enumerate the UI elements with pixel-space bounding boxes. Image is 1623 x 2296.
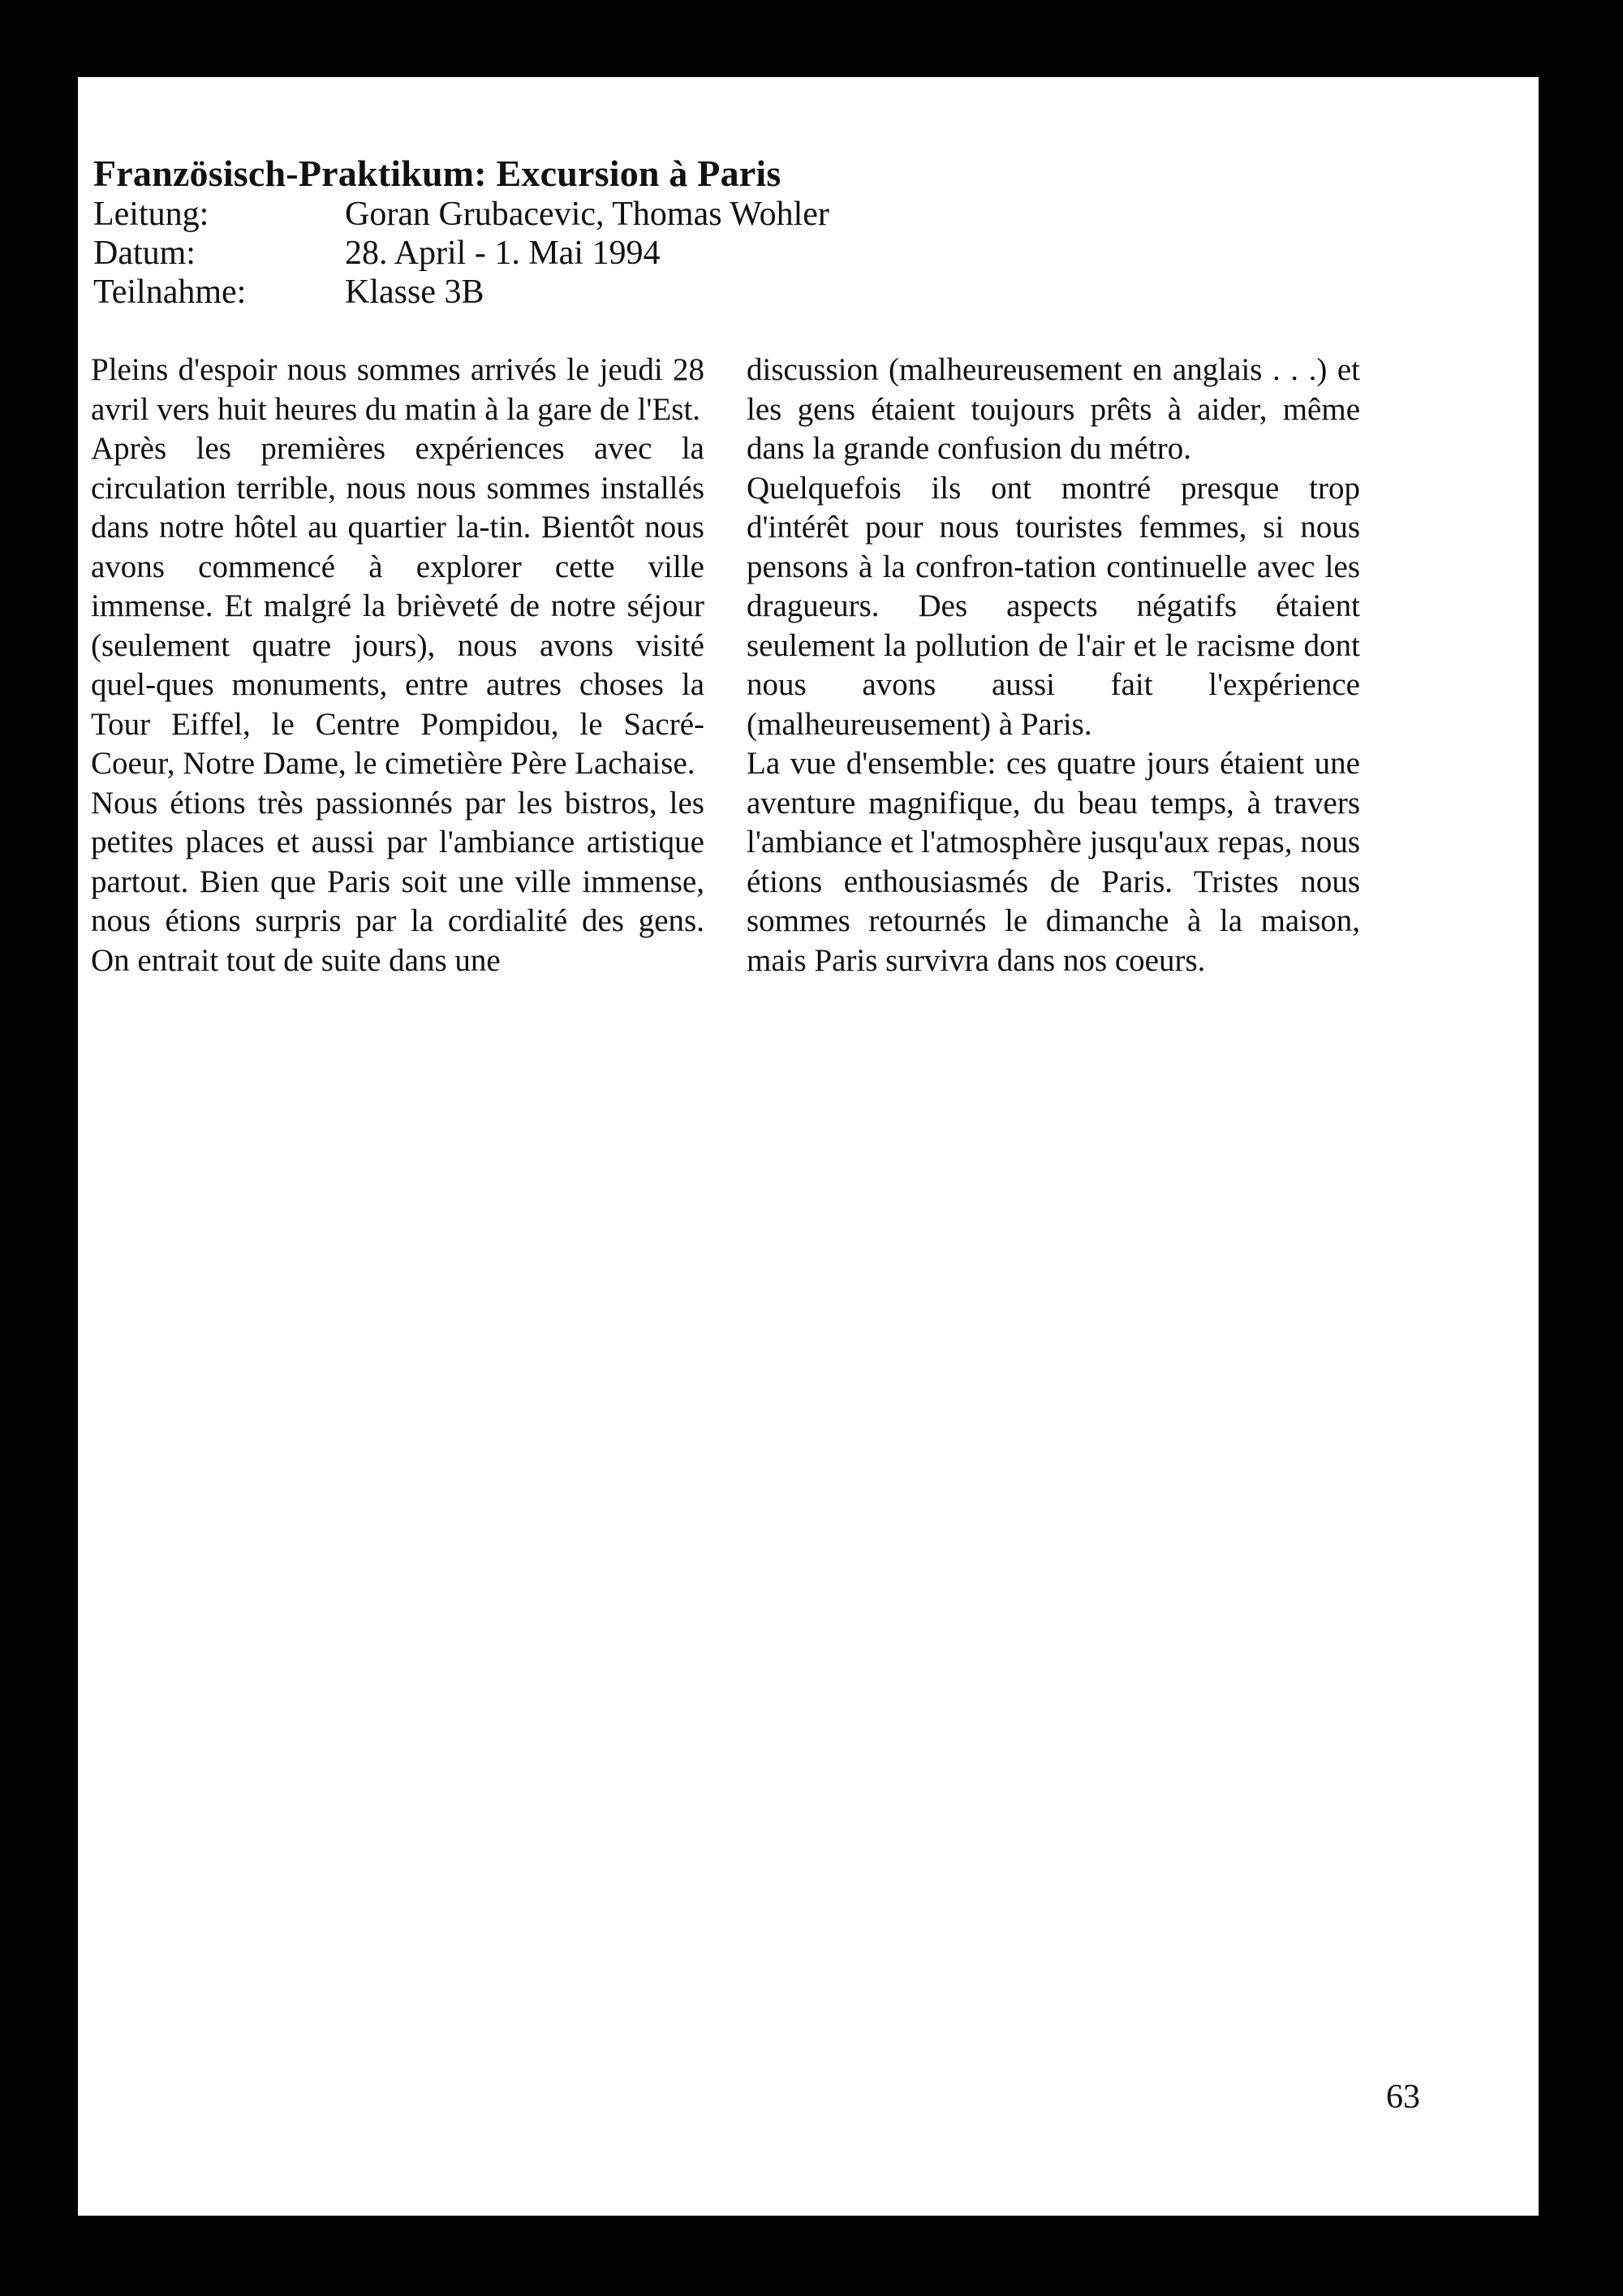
meta-row-datum (93, 234, 1067, 273)
meta-label: Datum: (93, 235, 196, 272)
meta-label: Teilnahme: (93, 274, 247, 311)
meta-label: Leitung: (93, 196, 209, 233)
text-column-left (91, 351, 704, 980)
paragraph: discussion (malheureusement en anglais . . .) et les gens étaient toujours prêts à aider, même dans la grande confusion du métro. (747, 352, 1360, 466)
meta-value: 28. April - 1. Mai 1994 (345, 235, 661, 272)
meta-value: Klasse 3B (345, 274, 484, 311)
meta-value: Goran Grubacevic, Thomas Wohler (345, 196, 829, 233)
paragraph: Quelquefois ils ont montré presque trop d'intérêt pour nous touristes femmes, si nous pensons à la confron-tation continuelle avec les dragueurs. Des aspects négatifs étaient seulement la pollution de l'air et le racisme dont nous avons aussi fait l'expérience (malheureusement) à Paris. (747, 470, 1360, 742)
paragraph: Après les premières expériences avec la circulation terrible, nous nous sommes installés dans notre hôtel au quartier la-tin. Bientôt nous avons commencé à explorer cette ville immense. Et malgré la brièveté de notre séjour (seulement quatre jours), nous avons visité quel-ques monuments, entre autres choses la Tour Eiffel, le Centre Pompidou, le Sacré-Coeur, Notre Dame, le cimetière Père Lachaise. (91, 431, 704, 781)
text-column-right (747, 351, 1360, 980)
paragraph: Pleins d'espoir nous sommes arrivés le jeudi 28 avril vers huit heures du matin à la gare de l'Est. (91, 352, 704, 427)
paragraph: La vue d'ensemble: ces quatre jours étaient une aventure magnifique, du beau temps, à travers l'ambiance et l'atmosphère jusqu'aux repas, nous étions enthousiasmés de Paris. Tristes nous sommes retournés le dimanche à la maison, mais Paris survivra dans nos coeurs. (747, 746, 1360, 978)
article-header (93, 153, 1067, 312)
meta-row-leitung (93, 195, 1067, 234)
meta-row-teilnahme (93, 273, 1067, 312)
paragraph: Nous étions très passionnés par les bistros, les petites places et aussi par l'ambiance artistique partout. Bien que Paris soit une ville immense, nous étions surpris par la cordialité des gens. On entrait tout de suite dans une (91, 785, 704, 978)
article-title: Französisch-Praktikum: Excursion à Paris (93, 153, 781, 194)
page-number: 63 (1386, 2078, 1420, 2116)
